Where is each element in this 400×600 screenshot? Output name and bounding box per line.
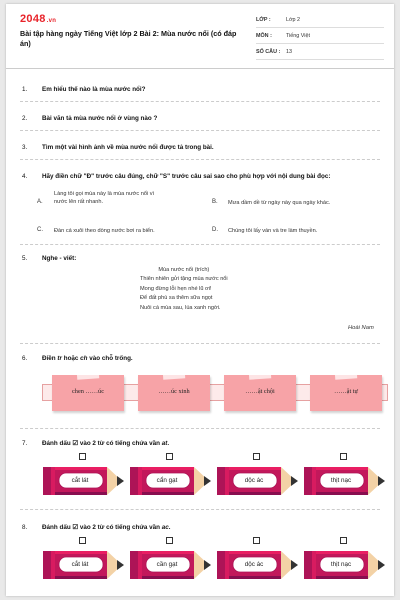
poem-title: Mùa nước nổi (trích) xyxy=(158,267,210,273)
logo-suffix: .vn xyxy=(46,18,57,24)
poem xyxy=(140,266,228,313)
checkbox[interactable] xyxy=(79,453,86,460)
pencil-choice[interactable] xyxy=(42,453,125,499)
question-4 xyxy=(22,173,330,180)
option-letter-c: C. xyxy=(37,227,43,233)
question-keyword-tr: tr xyxy=(57,355,62,362)
question-text-pre: Đánh dấu ☑ vào 2 từ có tiếng chứa vần xyxy=(42,440,162,447)
divider xyxy=(20,244,380,245)
sticky-note-text: chen ……úc xyxy=(72,388,104,395)
question-number: 8. xyxy=(22,524,28,531)
pencil-word: cẩn gạt xyxy=(156,477,178,484)
question-3 xyxy=(22,144,214,151)
option-letter-b: B. xyxy=(212,199,218,205)
question-text: Nghe - viết: xyxy=(42,255,77,262)
sticky-note-text: ……úc xinh xyxy=(158,388,190,395)
logo-text: 2048 xyxy=(20,13,46,25)
meta-key: SỐ CÂU : xyxy=(256,48,281,55)
checkbox[interactable] xyxy=(340,537,347,544)
question-text-post: vào chỗ trống. xyxy=(87,355,133,362)
question-1 xyxy=(22,86,146,93)
pencil-choice[interactable] xyxy=(216,537,299,583)
checkbox[interactable] xyxy=(340,453,347,460)
divider xyxy=(20,130,380,131)
tape-icon xyxy=(163,370,186,380)
meta-value: Lớp 2 xyxy=(286,16,301,23)
meta-row-count xyxy=(256,44,384,60)
divider xyxy=(20,343,380,344)
checkbox[interactable] xyxy=(253,453,260,460)
checkbox[interactable] xyxy=(79,537,86,544)
option-b-text[interactable]: Mưa dầm dề từ ngày này qua ngày khác. xyxy=(228,200,331,206)
question-text: Hãy điền chữ "Đ" trước câu đúng, chữ "S" trước câu sai sao cho phù hợp với nội dung bài đọc: xyxy=(42,173,331,180)
pencil-word: thịt nạc xyxy=(330,477,352,484)
question-text-pre: Điền xyxy=(42,355,58,362)
divider xyxy=(20,428,380,429)
worksheet-header xyxy=(6,4,394,66)
pencil-word: cắt lát xyxy=(71,477,89,484)
pencil-word: cần gạt xyxy=(156,561,178,568)
question-7 xyxy=(22,440,169,447)
meta-key: LỚP : xyxy=(256,16,271,23)
pencil-choice[interactable] xyxy=(303,537,386,583)
page-title: Bài tập hàng ngày Tiếng Việt lớp 2 Bài 2: Mùa nước nổi (có đáp án) xyxy=(20,29,237,48)
divider xyxy=(20,159,380,160)
meta-key: MÔN : xyxy=(256,32,272,39)
header-divider xyxy=(6,68,394,69)
question-text-mid: hoặc xyxy=(61,355,81,362)
poem-author: Hoài Nam xyxy=(348,325,374,331)
question-number: 2. xyxy=(22,115,28,122)
question-text-post: . xyxy=(168,524,171,531)
meta-row-subject xyxy=(256,28,384,44)
question-number: 1. xyxy=(22,86,28,93)
question-8 xyxy=(22,524,171,531)
pencil-row-q7 xyxy=(42,453,388,499)
pencil-word: cắt lát xyxy=(71,561,89,568)
sticky-note-text: ……ật tự xyxy=(334,388,358,395)
tape-icon xyxy=(77,370,100,380)
poem-line: Thiên nhiên gửi tặng mùa nước nổi xyxy=(140,276,228,283)
sticky-note[interactable] xyxy=(224,375,296,411)
option-letter-a: A. xyxy=(37,199,43,205)
sticky-note[interactable] xyxy=(310,375,382,411)
meta-row-grade xyxy=(256,12,384,28)
option-a-line-1: Làng tôi gọi mùa này là mùa nước nổi vì xyxy=(54,191,155,197)
sticky-note-text: ……ật chội xyxy=(245,388,275,395)
option-c-text[interactable]: Đàn cá xuôi theo dòng nước bơi ra biển. xyxy=(54,228,155,234)
question-text: Em hiểu thế nào là mùa nước nổi? xyxy=(42,86,146,93)
question-5 xyxy=(22,255,76,262)
sticky-note[interactable] xyxy=(52,375,124,411)
question-text-pre: Đánh dấu ☑ vào 2 từ có tiếng chứa vần xyxy=(42,524,162,531)
question-number: 5. xyxy=(22,255,28,262)
meta-value: 13 xyxy=(286,48,292,55)
question-rhyme: ac xyxy=(161,524,169,531)
question-keyword-ch: ch xyxy=(80,355,88,362)
poem-line: Nuôi cá mùa sau, lúa xanh ngời. xyxy=(140,304,221,311)
tape-icon xyxy=(335,370,358,380)
poem-line: Mong đừng lỗi hẹn nhé lũ ơi! xyxy=(140,285,212,292)
worksheet-page xyxy=(6,4,394,596)
pencil-choice[interactable] xyxy=(129,453,212,499)
question-rhyme: at xyxy=(161,440,168,447)
poem-line: Để đất phù sa thêm sữa ngọt xyxy=(140,295,213,302)
divider xyxy=(20,509,380,510)
pencil-choice[interactable] xyxy=(129,537,212,583)
option-d-text[interactable]: Chúng tôi lấy ván và tre làm thuyền. xyxy=(228,228,318,234)
meta-table xyxy=(256,12,384,60)
sticky-note[interactable] xyxy=(138,375,210,411)
question-2 xyxy=(22,115,157,122)
question-number: 7. xyxy=(22,440,28,447)
pencil-choice[interactable] xyxy=(42,537,125,583)
option-a-line-2: nước lên rất nhanh. xyxy=(54,199,104,205)
tape-icon xyxy=(249,370,272,380)
question-number: 6. xyxy=(22,355,28,362)
question-text-post: . xyxy=(167,440,170,447)
question-number: 4. xyxy=(22,173,28,180)
checkbox[interactable] xyxy=(166,537,173,544)
pencil-row-q8 xyxy=(42,537,388,583)
question-number: 3. xyxy=(22,144,28,151)
site-logo[interactable] xyxy=(20,13,56,25)
meta-value: Tiếng Việt xyxy=(286,32,310,39)
option-letter-d: D. xyxy=(212,227,218,233)
option-a-text[interactable] xyxy=(54,190,154,206)
pencil-choice[interactable] xyxy=(216,453,299,499)
question-text: Tìm một vài hình ảnh về mùa nước nổi được tả trong bài. xyxy=(42,144,214,151)
checkbox[interactable] xyxy=(253,537,260,544)
question-6 xyxy=(22,355,133,362)
pencil-word: dộc ác xyxy=(244,561,264,568)
pencil-word: thịt nạc xyxy=(330,561,352,568)
pencil-word: dộc ác xyxy=(244,477,264,484)
sticky-note-row xyxy=(42,375,388,411)
checkbox[interactable] xyxy=(166,453,173,460)
divider xyxy=(20,101,380,102)
question-text: Bài văn tả mùa nước nổi ở vùng nào ? xyxy=(42,115,158,122)
pencil-choice[interactable] xyxy=(303,453,386,499)
